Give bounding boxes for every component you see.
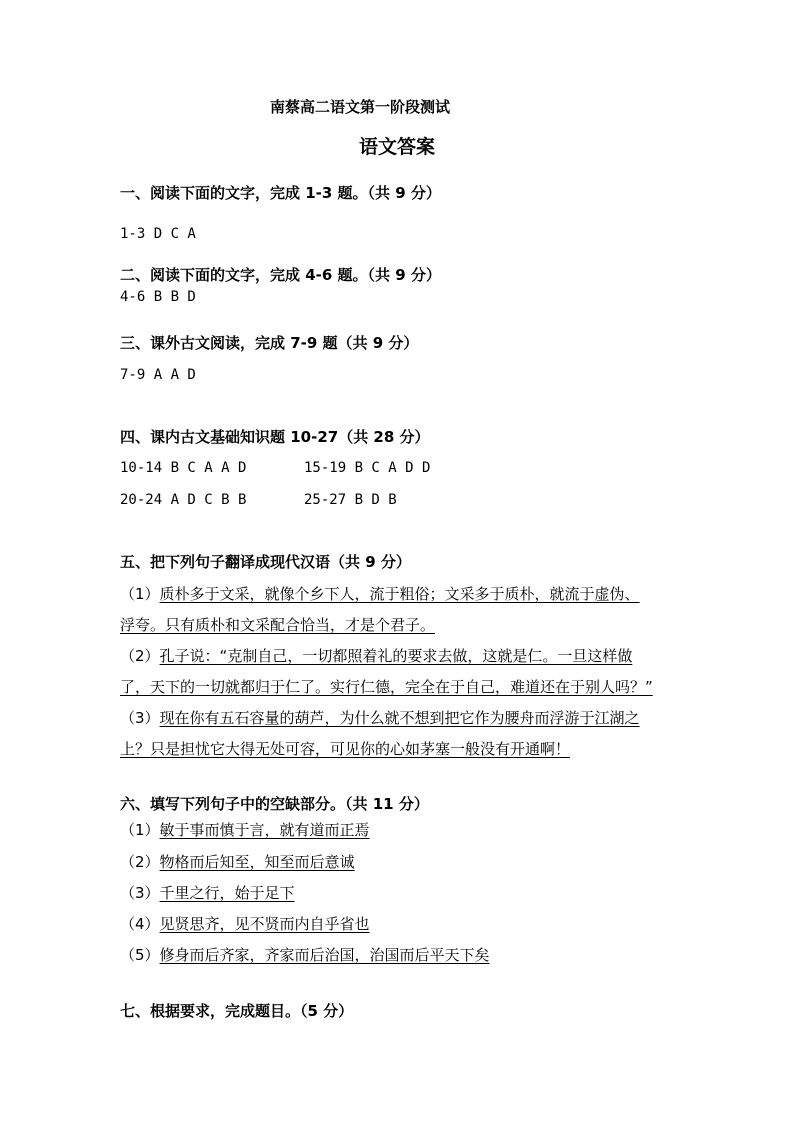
item-number: （5） (120, 946, 160, 964)
item-number: （1） (120, 585, 160, 603)
item-number: （2） (120, 647, 160, 665)
fill-in-answer: 千里之行，始于足下 (159, 884, 295, 902)
section-3-heading: 三、课外古文阅读，完成 7-9 题（共 9 分） (120, 334, 419, 352)
translation-1-line-1 (120, 584, 640, 604)
section-1-heading: 一、阅读下面的文字，完成 1-3 题。（共 9 分） (120, 184, 441, 202)
translation-3-line-2: 上？只是担忧它大得无处可容，可见你的心如茅塞一般没有开通啊！ (120, 740, 571, 758)
section-7-heading: 七、根据要求，完成题目。（5 分） (120, 1002, 354, 1020)
section-5-heading: 五、把下列句子翻译成现代汉语（共 9 分） (120, 553, 411, 571)
translation-text: 孔子说：“克制自己，一切都照着礼的要求去做，这就是仁。一旦这样做 (159, 647, 633, 665)
fill-in-item-5 (120, 945, 490, 965)
item-number: （3） (120, 884, 160, 902)
fill-in-item-4 (120, 914, 370, 934)
fill-in-answer: 敏于事而慎于言，就有道而正焉 (159, 821, 370, 839)
item-number: （1） (120, 821, 160, 839)
answer-group-20-24: 20-24 A D C B B (120, 492, 247, 508)
translation-2-line-1 (120, 646, 632, 666)
item-number: （3） (120, 709, 160, 727)
fill-in-item-3 (120, 883, 295, 903)
section-3-answer: 7-9 A A D (120, 367, 196, 383)
item-number: （4） (120, 915, 160, 933)
answer-group-25-27: 25-27 B D B (304, 492, 397, 508)
translation-3-line-1 (120, 708, 640, 728)
answer-group-10-14: 10-14 B C A A D (120, 460, 247, 476)
section-6-heading: 六、填写下列句子中的空缺部分。（共 11 分） (120, 795, 429, 813)
fill-in-answer: 物格而后知至，知至而后意诚 (159, 853, 355, 871)
fill-in-answer: 修身而后齐家，齐家而后治国，治国而后平天下矣 (159, 946, 490, 964)
section-4-row-2 (120, 490, 246, 510)
translation-2-line-2: 了，天下的一切就都归于仁了。实行仁德，完全在于自己，难道还在于别人吗？” (120, 678, 653, 696)
fill-in-item-2 (120, 852, 355, 872)
translation-text: 质朴多于文采，就像个乡下人，流于粗俗；文采多于质朴，就流于虚伪、 (159, 585, 640, 603)
item-number: （2） (120, 853, 160, 871)
exam-title: 南蔡高二语文第一阶段测试 (269, 98, 450, 116)
translation-text: 现在你有五石容量的葫芦，为什么就不想到把它作为腰舟而浮游于江湖之 (159, 709, 640, 727)
fill-in-answer: 见贤思齐，见不贤而内自乎省也 (159, 915, 370, 933)
section-4-row-1 (120, 458, 246, 478)
section-2-heading: 二、阅读下面的文字，完成 4-6 题。（共 9 分） (120, 266, 441, 284)
section-4-heading: 四、课内古文基础知识题 10-27（共 28 分） (120, 428, 430, 446)
translation-1-line-2: 浮夸。只有质朴和文采配合恰当，才是个君子。 (120, 616, 436, 634)
answer-group-15-19: 15-19 B C A D D (304, 460, 431, 476)
document-title: 语文答案 (358, 136, 435, 158)
section-2-answer: 4-6 B B D (120, 289, 196, 305)
section-1-answer: 1-3 D C A (120, 226, 196, 242)
fill-in-item-1 (120, 820, 370, 840)
